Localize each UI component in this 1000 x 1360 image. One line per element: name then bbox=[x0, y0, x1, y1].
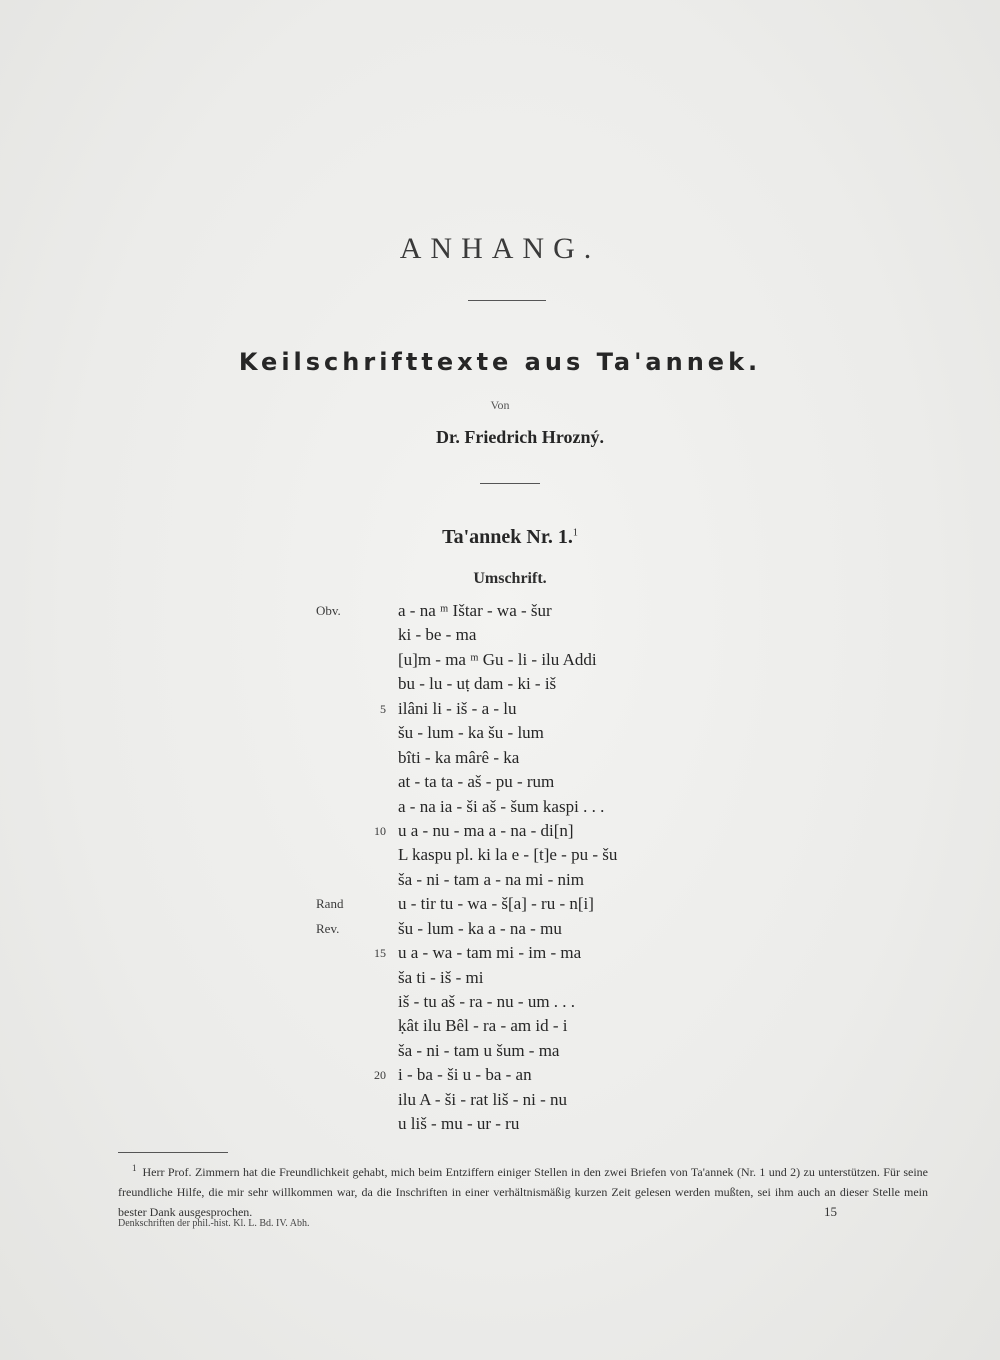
side-label: Rand bbox=[316, 896, 344, 912]
transliteration-line bbox=[0, 917, 1000, 941]
subsection-title: Umschrift. bbox=[473, 570, 547, 587]
main-title: Keilschrifttexte aus Ta'annek. bbox=[238, 348, 762, 376]
side-label: Obv. bbox=[316, 603, 341, 618]
line-text: u a - wa - tam mi - im - ma bbox=[398, 943, 582, 963]
line-number: 10 bbox=[374, 823, 386, 838]
transliteration-line bbox=[0, 672, 1000, 696]
publication-line: Denkschriften der phil.-hist. Kl. L. Bd. IV. Abh. bbox=[118, 1218, 310, 1229]
line-number: 20 bbox=[374, 1068, 386, 1083]
section-title bbox=[0, 526, 1000, 549]
author-name: Dr. Friedrich Hrozný. bbox=[436, 427, 604, 447]
transliteration-lines bbox=[0, 599, 1000, 1137]
line-text: ša - ni - tam a - na mi - nim bbox=[398, 869, 585, 889]
transliteration-line bbox=[0, 746, 1000, 770]
transliteration-line bbox=[0, 966, 1000, 990]
line-text: [u]m - ma ᵐ Gu - li - ilu Addi bbox=[398, 649, 597, 669]
line-number: 15 bbox=[374, 946, 386, 961]
line-text: bîti - ka mârê - ka bbox=[398, 747, 520, 767]
line-text: ša ti - iš - mi bbox=[398, 967, 484, 987]
transliteration-line bbox=[0, 1112, 1000, 1136]
line-text: iš - tu aš - ra - nu - um . . . bbox=[398, 992, 576, 1011]
line-text: ki - be - ma bbox=[398, 625, 477, 645]
line-text: a - na ᵐ Ištar - wa - šur bbox=[398, 601, 552, 620]
line-text: ilâni li - iš - a - lu bbox=[398, 698, 517, 718]
transliteration-line bbox=[0, 1039, 1000, 1063]
line-text: L kaspu pl. ki la e - [t]e - pu - šu bbox=[398, 845, 618, 865]
transliteration-line bbox=[0, 623, 1000, 647]
transliteration-line bbox=[0, 599, 1000, 623]
transliteration-line bbox=[0, 1014, 1000, 1038]
line-text: at - ta ta - aš - pu - rum bbox=[398, 772, 555, 792]
transliteration-line bbox=[0, 1063, 1000, 1087]
footnote bbox=[118, 1158, 928, 1222]
transliteration-line bbox=[0, 648, 1000, 672]
line-text: i - ba - ši u - ba - an bbox=[398, 1065, 532, 1085]
line-text: a - na ia - ši aš - šum kaspi . . . bbox=[398, 796, 605, 816]
transliteration-line bbox=[0, 941, 1000, 965]
appendix-heading: ANHANG. bbox=[399, 232, 601, 265]
line-text: šu - lum - ka a - na - mu bbox=[398, 918, 562, 938]
line-text: ilu A - ši - rat liš - ni - nu bbox=[398, 1089, 568, 1109]
line-text: u liš - mu - ur - ru bbox=[398, 1114, 520, 1134]
transliteration-line bbox=[0, 770, 1000, 794]
transliteration-line bbox=[0, 721, 1000, 745]
side-label: Rev. bbox=[316, 920, 340, 936]
footnote-divider bbox=[118, 1152, 228, 1153]
transliteration-line bbox=[0, 990, 1000, 1014]
line-text: ḳât ilu Bêl - ra - am id - i bbox=[398, 1016, 568, 1036]
line-text: bu - lu - uṭ dam - ki - iš bbox=[398, 674, 557, 694]
line-text: u - tir tu - wa - š[a] - ru - n[i] bbox=[398, 894, 594, 914]
line-text: šu - lum - ka šu - lum bbox=[398, 723, 544, 743]
page-number: 15 bbox=[824, 1204, 837, 1219]
transliteration-line bbox=[0, 892, 1000, 916]
line-text: u a - nu - ma a - na - di[n] bbox=[398, 820, 574, 840]
footnote-text: Herr Prof. Zimmern hat die Freundlichkeit gehabt, mich beim Entziffern einiger Stellen in den zwei Briefen von Ta'annek (Nr. 1 und 2) zu unterstützen. Für seine freundliche Hilfe, die mir sehr willkommen war, da die Inschriften in einer verhältnismäßig kurzen Zeit gelesen werden mußten, sei ihm auch an dieser Stelle mein bester Dank ausgesprochen. bbox=[118, 1165, 928, 1219]
footnote-reference: 1 bbox=[572, 527, 578, 539]
divider-rule bbox=[480, 483, 540, 484]
von-label: Von bbox=[490, 398, 510, 412]
line-text: ša - ni - tam u šum - ma bbox=[398, 1040, 560, 1060]
transliteration-line bbox=[0, 795, 1000, 819]
transliteration-line bbox=[0, 868, 1000, 892]
transliteration-line bbox=[0, 843, 1000, 867]
transliteration-line bbox=[0, 697, 1000, 721]
transliteration-line bbox=[0, 1088, 1000, 1112]
section-title-text: Ta'annek Nr. 1. bbox=[442, 526, 573, 548]
line-number: 5 bbox=[380, 701, 386, 716]
transliteration-line bbox=[0, 819, 1000, 843]
divider-rule bbox=[468, 300, 546, 301]
footnote-mark: 1 bbox=[132, 1163, 137, 1173]
